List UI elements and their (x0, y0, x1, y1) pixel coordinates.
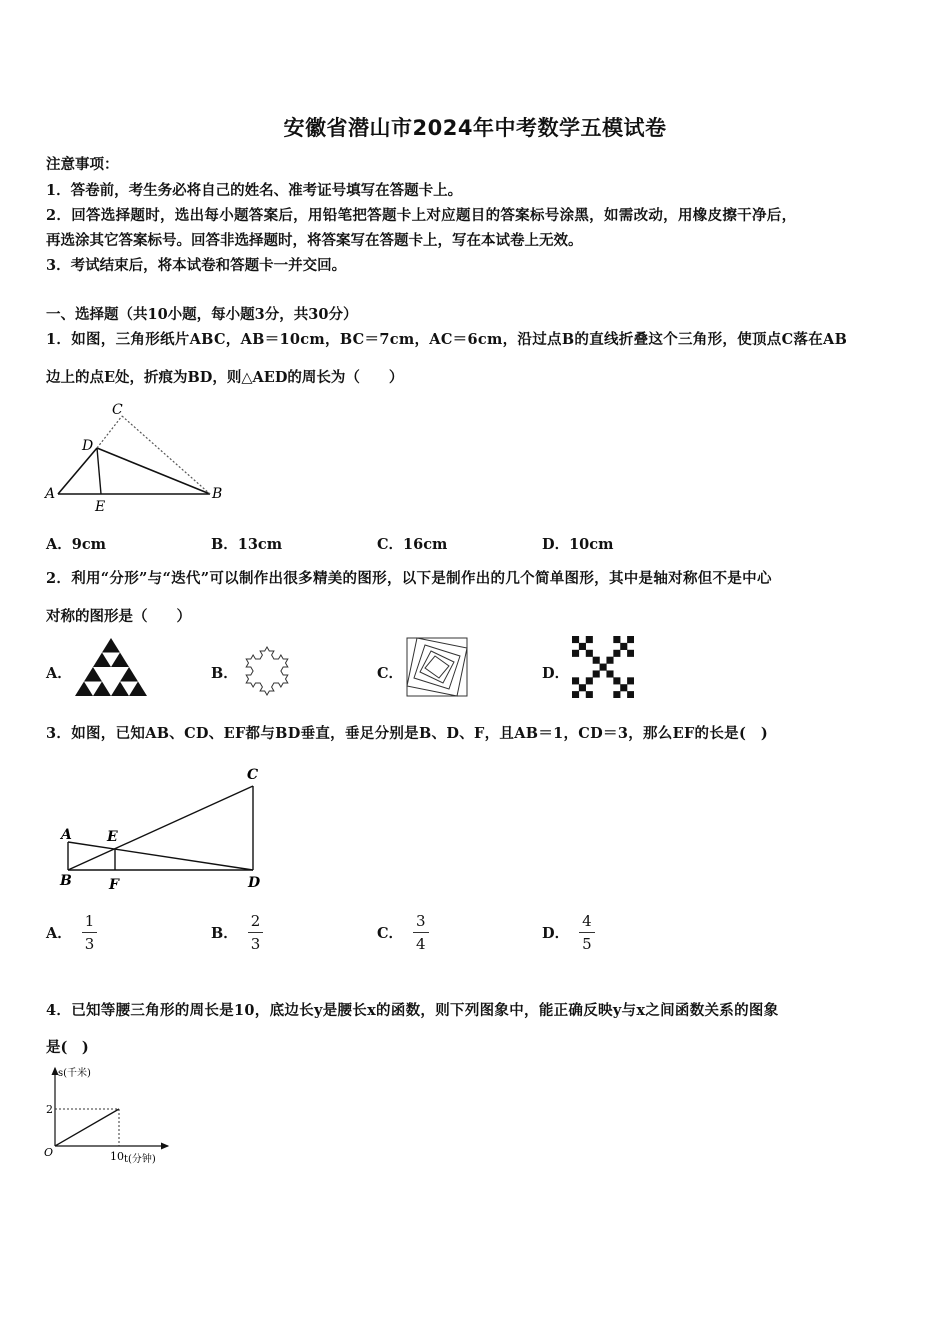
option-c[interactable]: C．16cm (377, 536, 448, 553)
fractal-cell (613, 636, 620, 643)
notice-item: 1．答卷前，考生务必将自己的姓名、准考证号填写在答题卡上。 (46, 182, 463, 199)
triangle-fold-figure (40, 398, 230, 516)
fractal-cell (579, 643, 586, 650)
label-F: F (109, 877, 119, 893)
fractal-cell (627, 677, 634, 684)
fraction-denominator: 5 (582, 935, 592, 953)
origin-label: O (44, 1146, 54, 1159)
fractal-cell (579, 684, 586, 691)
fractal-cell (627, 636, 634, 643)
perpendicular-segments-figure (55, 762, 275, 894)
fractal-cell (627, 691, 634, 698)
fractal-cell (613, 650, 620, 657)
distance-time-graph (40, 1062, 175, 1170)
label-A: A (45, 486, 56, 502)
fractal-cell (606, 657, 613, 664)
label-D: D (82, 438, 94, 454)
fractal-cell (593, 657, 600, 664)
notice-heading: 注意事项： (46, 156, 119, 173)
sierpinski-triangle-figure (73, 636, 149, 698)
question-4-text: 4．已知等腰三角形的周长是10，底边长y是腰长x的函数，则下列图象中，能正确反映y与x之间函数关系的图象 (46, 1002, 779, 1019)
notice-item: 再选涂其它答案标号。回答非选择题时，将答案写在答题卡上，写在本试卷上无效。 (46, 232, 583, 249)
fractal-cell (572, 677, 579, 684)
fraction-numerator: 3 (413, 912, 429, 933)
fractal-cell (627, 650, 634, 657)
fraction-denominator: 4 (416, 935, 426, 953)
option-d[interactable]: D．10cm (542, 536, 614, 553)
label-A: A (61, 827, 72, 843)
option-d[interactable]: D． (542, 665, 570, 682)
notice-item: 2．回答选择题时，选出每小题答案后，用铅笔把答题卡上对应题目的答案标号涂黑，如需改动，用橡皮擦干净后， (46, 207, 797, 224)
checker-fractal-figure (572, 636, 634, 698)
section-heading: 一、选择题（共10小题，每小题3分，共30分） (46, 306, 358, 323)
option-label: B． (211, 925, 238, 942)
fractal-cell (600, 664, 607, 671)
fractal-cell (586, 636, 593, 643)
fractal-cell (613, 691, 620, 698)
option-label: A． (46, 925, 72, 942)
option-label: C． (377, 925, 404, 942)
fractal-cell (586, 677, 593, 684)
fractal-cell (586, 691, 593, 698)
question-1-text: 边上的点E处，折痕为BD，则△AED的周长为（ ） (46, 369, 404, 386)
label-B: B (212, 486, 223, 502)
label-E: E (95, 499, 106, 515)
fractal-cell (572, 691, 579, 698)
label-C: C (112, 402, 123, 418)
fraction-numerator: 4 (579, 912, 595, 933)
question-2-text: 2．利用“分形”与“迭代”可以制作出很多精美的图形，以下是制作出的几个简单图形，其中是轴对称但不是中心 (46, 570, 772, 587)
option-c[interactable]: C． (377, 665, 404, 682)
option-b[interactable]: B． (211, 665, 238, 682)
label-D: D (248, 875, 261, 891)
question-2-text: 对称的图形是（ ） (46, 608, 191, 625)
fraction-denominator: 3 (250, 935, 261, 953)
option-a[interactable] (46, 912, 97, 953)
option-d[interactable] (542, 912, 595, 953)
rotated-squares-figure (405, 636, 469, 698)
notice-item: 3．考试结束后，将本试卷和答题卡一并交回。 (46, 257, 347, 274)
fraction-numerator: 2 (248, 912, 264, 933)
x-axis-label: t(分钟) (124, 1154, 156, 1165)
question-4-text: 是( ) (46, 1039, 89, 1056)
fractal-cell (620, 684, 627, 691)
question-1-text: 1．如图，三角形纸片ABC，AB＝10cm，BC＝7cm，AC＝6cm，沿过点B的直线折叠这个三角形，使顶点C落在AB (46, 331, 848, 348)
fractal-cell (606, 670, 613, 677)
fractal-cell (586, 650, 593, 657)
option-label: D． (542, 925, 570, 942)
question-3-text: 3．如图，已知AB、CD、EF都与BD垂直，垂足分别是B、D、F，且AB＝1，CD＝3，那么EF的长是( ) (46, 725, 769, 742)
option-a[interactable]: A．9cm (46, 536, 107, 553)
fraction-denominator: 3 (84, 935, 95, 953)
y-tick-label: 2 (46, 1103, 53, 1116)
option-b[interactable] (211, 912, 263, 953)
option-a[interactable]: A． (46, 665, 72, 682)
label-B: B (60, 873, 72, 889)
y-axis-label: s(千米) (58, 1068, 91, 1079)
label-E: E (107, 829, 118, 845)
option-c[interactable] (377, 912, 429, 953)
label-C: C (247, 767, 259, 783)
fractal-cell (613, 677, 620, 684)
fractal-cell (593, 670, 600, 677)
x-tick-label: 10 (110, 1150, 124, 1163)
page-title: 安徽省潜山市2024年中考数学五模试卷 (283, 116, 667, 140)
fractal-cell (572, 650, 579, 657)
fractal-cell (572, 636, 579, 643)
fractal-cell (620, 643, 627, 650)
koch-snowflake-figure (238, 640, 296, 698)
option-b[interactable]: B．13cm (211, 536, 283, 553)
fraction-numerator: 1 (82, 912, 98, 933)
